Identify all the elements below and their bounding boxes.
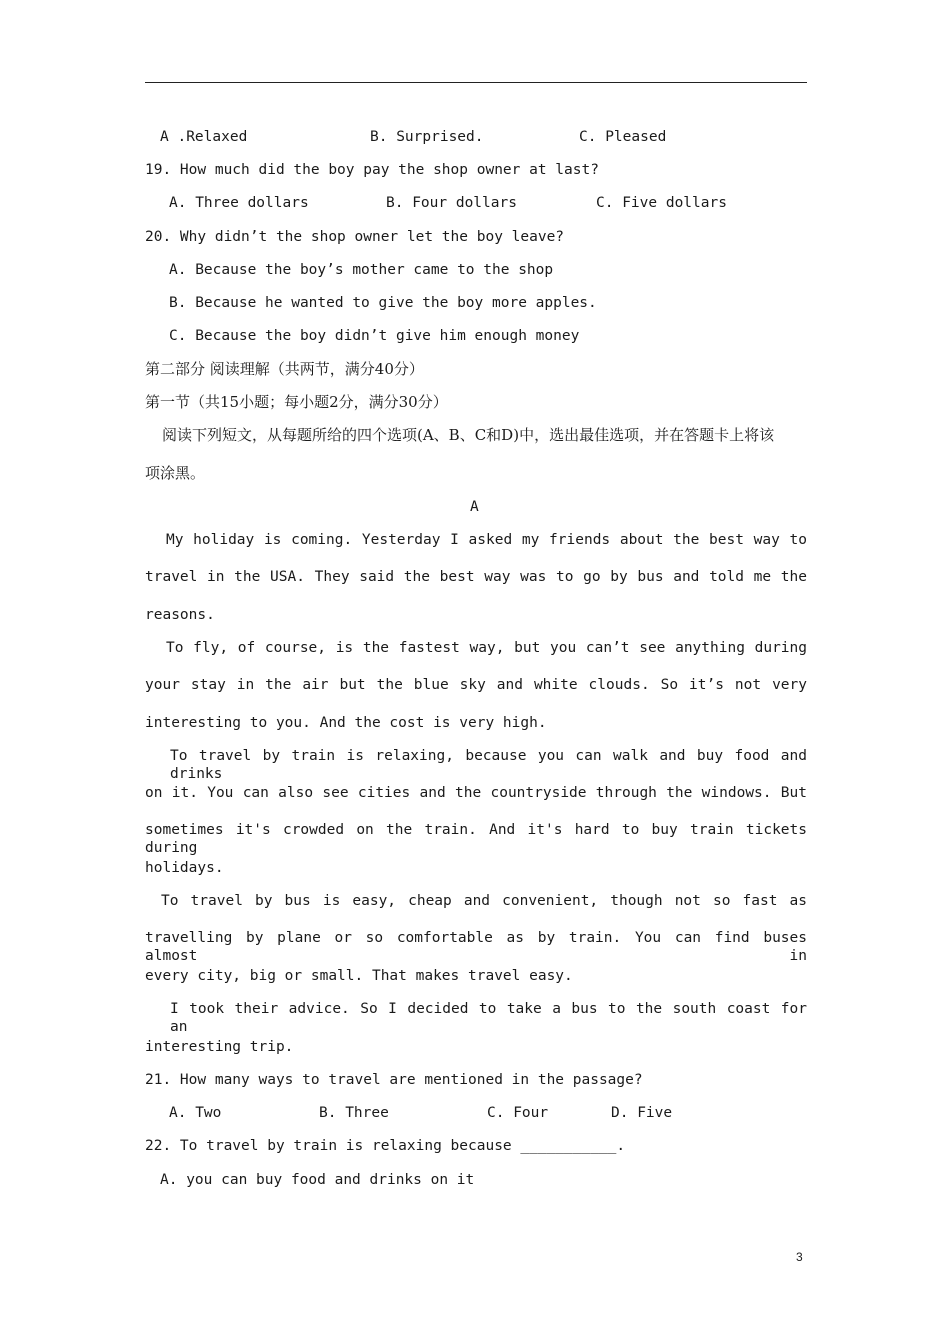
instruction-line-2: 项涂黑。 — [145, 464, 206, 482]
passage-p1-line-2: travel in the USA. They said the best way was to go by bus and told me the — [145, 569, 807, 585]
passage-p1-line-1: My holiday is coming. Yesterday I asked my friends about the best way to — [166, 532, 807, 548]
q21-option-d: D. Five — [611, 1105, 673, 1121]
q22-question: 22. To travel by train is relaxing because ___________. — [145, 1138, 626, 1154]
passage-p3-line-4: holidays. — [145, 860, 224, 876]
q19-option-a: A. Three dollars — [169, 195, 309, 211]
q18-option-b: B. Surprised. — [370, 129, 484, 145]
header-rule — [145, 82, 807, 83]
q22-option-a: A. you can buy food and drinks on it — [160, 1172, 475, 1188]
q18-option-a: A .Relaxed — [160, 129, 248, 145]
section1-heading: 第一节（共15小题；每小题2分，满分30分） — [145, 393, 448, 411]
q21-question: 21. How many ways to travel are mentioned in the passage? — [145, 1072, 643, 1088]
q19-question: 19. How much did the boy pay the shop owner at last? — [145, 162, 599, 178]
q20-option-b: B. Because he wanted to give the boy more apples. — [169, 295, 597, 311]
passage-p3-line-1: To travel by train is relaxing, because you can walk and buy food and drinks — [170, 748, 807, 782]
q19-option-c: C. Five dollars — [596, 195, 727, 211]
passage-p5-line-2: interesting trip. — [145, 1039, 294, 1055]
q21-option-a: A. Two — [169, 1105, 222, 1121]
q21-option-c: C. Four — [487, 1105, 549, 1121]
passage-p4-line-1: To travel by bus is easy, cheap and convenient, though not so fast as — [161, 893, 807, 909]
passage-label: A — [470, 499, 479, 515]
instruction-line-1: 阅读下列短文，从每题所给的四个选项(A、B、C和D)中，选出最佳选项，并在答题卡上将该 — [162, 426, 775, 444]
q19-option-b: B. Four dollars — [386, 195, 517, 211]
passage-p2-line-3: interesting to you. And the cost is very high. — [145, 715, 547, 731]
q21-option-b: B. Three — [319, 1105, 389, 1121]
q20-option-a: A. Because the boy’s mother came to the shop — [169, 262, 554, 278]
page-number: 3 — [796, 1250, 803, 1264]
q20-question: 20. Why didn’t the shop owner let the boy leave? — [145, 229, 565, 245]
passage-p3-line-3: sometimes it's crowded on the train. And it's hard to buy train tickets during — [145, 822, 807, 856]
passage-p5-line-1: I took their advice. So I decided to take a bus to the south coast for an — [170, 1001, 807, 1035]
q18-option-c: C. Pleased — [579, 129, 667, 145]
passage-p2-line-1: To fly, of course, is the fastest way, but you can’t see anything during — [166, 640, 807, 656]
passage-p3-line-2: on it. You can also see cities and the countryside through the windows. But — [145, 785, 807, 801]
q20-option-c: C. Because the boy didn’t give him enough money — [169, 328, 580, 344]
passage-p4-line-3: every city, big or small. That makes travel easy. — [145, 968, 573, 984]
part2-heading: 第二部分 阅读理解（共两节，满分40分） — [145, 360, 424, 378]
passage-p4-line-2: travelling by plane or so comfortable as by train. You can find buses almost in — [145, 930, 807, 964]
passage-p2-line-2: your stay in the air but the blue sky and white clouds. So it’s not very — [145, 677, 807, 693]
passage-p1-line-3: reasons. — [145, 607, 215, 623]
